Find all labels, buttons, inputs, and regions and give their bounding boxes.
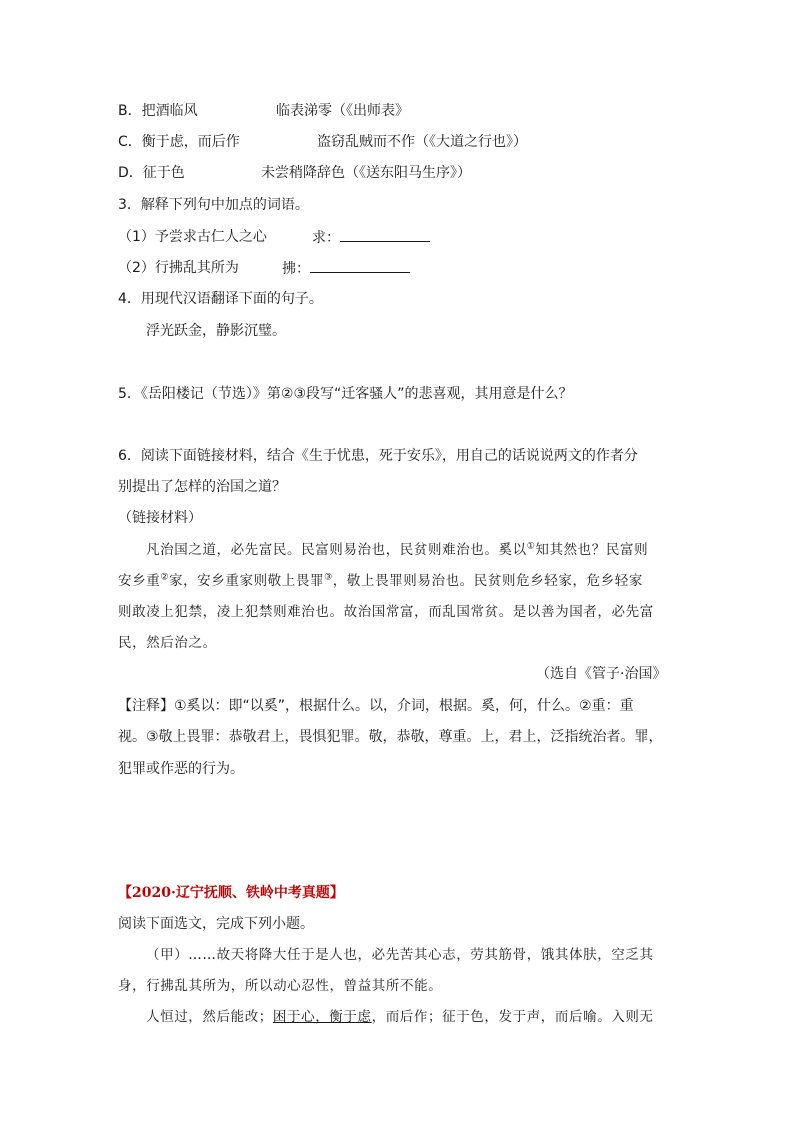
q3-item2-label: 拂： bbox=[282, 261, 310, 277]
passage-line-4: 民，然后治之。 bbox=[118, 635, 217, 651]
q3-item1-text: （1）予尝求古仁人之心 bbox=[118, 229, 267, 245]
material-label: （链接材料） bbox=[118, 510, 202, 526]
passage-text: 凡治国之道，必先富民。民富则易治也，民贫则难治也。奚以 bbox=[146, 542, 527, 558]
q3-item1-answer bbox=[312, 227, 430, 248]
note-line-2: 视。③敬上畏罪：恭敬君上，畏惧犯罪。敬，恭敬，尊重。上，君上，泛指统治者。罪， bbox=[118, 729, 663, 745]
passage-source: （选自《管子·治国》 bbox=[536, 666, 667, 682]
option-d-right-text: 未尝稍降辞色（《送东阳马生序》） bbox=[261, 165, 471, 181]
passage-line-3: 则敢凌上犯禁，凌上犯禁则难治也。故治国常富，而乱国常贫。是以善为国者，必先富 bbox=[118, 604, 654, 620]
jia-line-1: （甲）……故天将降大任于是人也，必先苦其心志，劳其筋骨，饿其体肤，空乏其 bbox=[146, 947, 654, 963]
question-3-item-2 bbox=[118, 258, 239, 278]
question-3-stem: 3．解释下列句中加点的词语。 bbox=[118, 197, 309, 213]
option-b-right-text: 临表涕零（《出师表》 bbox=[276, 103, 409, 119]
underlined-phrase: 困于心，衡于虑 bbox=[272, 1009, 372, 1025]
question-3-item-1 bbox=[118, 227, 267, 247]
passage-text: 人恒过，然后能改； bbox=[146, 1009, 273, 1025]
jia-line-3 bbox=[146, 1007, 654, 1027]
option-c bbox=[118, 132, 240, 152]
answer-blank[interactable] bbox=[310, 258, 410, 273]
footnote-marker: ③ bbox=[324, 572, 333, 583]
note-line-3: 犯罪或作恶的行为。 bbox=[118, 761, 244, 777]
question-6-stem-line2: 别提出了怎样的治国之道？ bbox=[118, 479, 286, 495]
footnote-marker: ① bbox=[526, 541, 536, 552]
q3-item1-label: 求： bbox=[312, 230, 340, 246]
option-b-right bbox=[276, 101, 409, 121]
option-d-left: D．征于色 bbox=[118, 165, 185, 181]
q3-item2-text: （2）行拂乱其所为 bbox=[118, 260, 239, 276]
question-6-stem-line1: 6．阅读下面链接材料，结合《生于忧患，死于安乐》，用自己的话说说两文的作者分 bbox=[118, 448, 638, 464]
passage-text: ，敬上畏罪则易治也。民贫则危乡轻家，危乡轻家 bbox=[332, 573, 643, 589]
question-4-stem: 4．用现代汉语翻译下面的句子。 bbox=[118, 291, 323, 307]
passage-text: ，而后作；征于色，发于声，而后喻。入则无 bbox=[371, 1009, 654, 1025]
section-instruction: 阅读下面选文，完成下列小题。 bbox=[118, 916, 314, 932]
passage-text: 知其然也？民富则 bbox=[535, 542, 649, 558]
option-c-right bbox=[317, 132, 527, 152]
note-line-1: 【注释】①奚以：即“以奚”，根据什么。以，介词，根据。奚，何，什么。②重：重 bbox=[118, 698, 634, 714]
q3-item2-answer bbox=[282, 258, 410, 279]
option-d bbox=[118, 163, 185, 183]
answer-blank[interactable] bbox=[340, 227, 430, 242]
option-c-right-text: 盗窃乱贼而不作（《大道之行也》） bbox=[317, 134, 527, 150]
passage-text: 安乡重 bbox=[118, 573, 161, 589]
passage-text: 家，安乡重家则敬上畏罪 bbox=[168, 573, 325, 589]
question-4-sentence: 浮光跃金，静影沉璧。 bbox=[146, 323, 286, 339]
footnote-marker: ② bbox=[160, 572, 169, 583]
question-5-stem: 5．《岳阳楼记（节选）》第②③段写“迁客骚人”的悲喜观，其用意是什么？ bbox=[118, 386, 573, 402]
passage-line-2 bbox=[118, 571, 643, 591]
option-b bbox=[118, 101, 198, 121]
section-title: 【2020·辽宁抚顺、铁岭中考真题】 bbox=[118, 885, 344, 901]
option-c-left: C．衡于虑，而后作 bbox=[118, 134, 240, 150]
option-d-right bbox=[261, 163, 471, 183]
jia-line-2: 身，行拂乱其所为，所以动心忍性，曾益其所不能。 bbox=[118, 978, 443, 994]
option-b-left: B．把酒临风 bbox=[118, 103, 198, 119]
passage-line-1 bbox=[146, 540, 648, 560]
